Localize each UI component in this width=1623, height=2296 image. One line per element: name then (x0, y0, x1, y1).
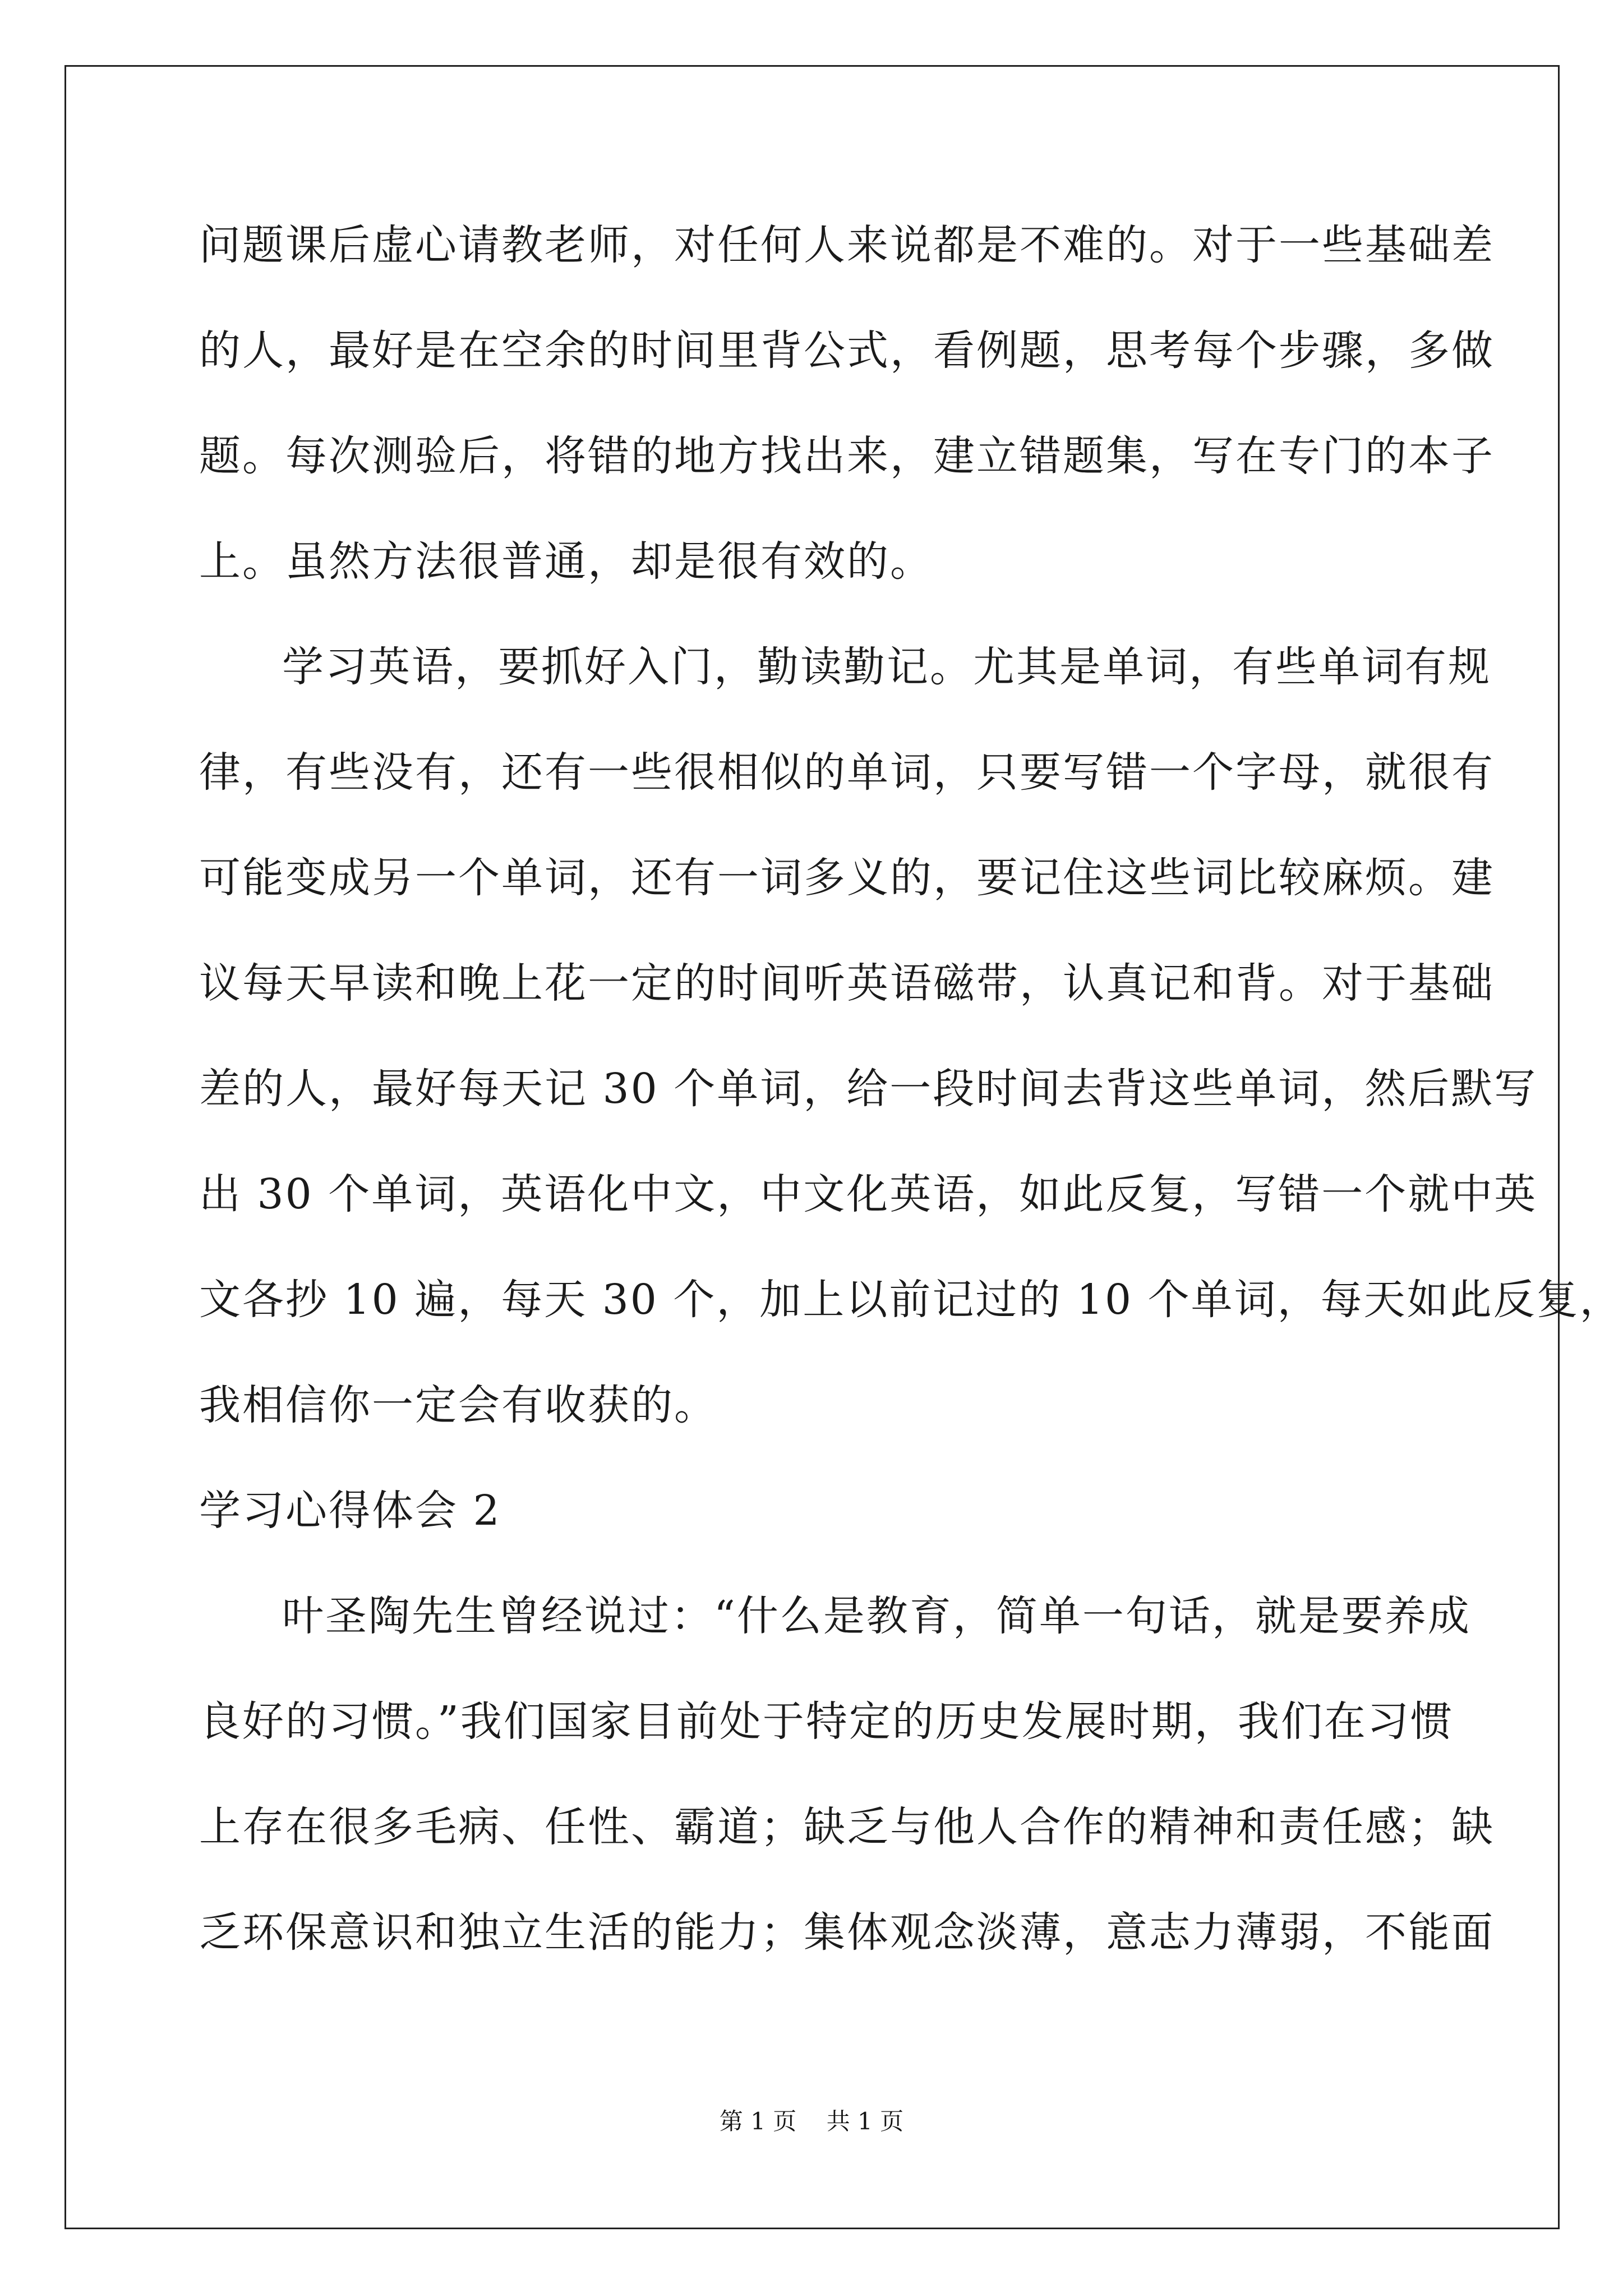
page-footer (0, 2105, 1623, 2138)
text-line: 差的人，最好每天记 30 个单词，给一段时间去背这些单词，然后默写 (199, 1065, 1538, 1113)
page-number: 第 1 页 共 1 页 (719, 2108, 904, 2135)
text-line: 出 30 个单词，英语化中文，中文化英语，如此反复，写错一个就中英 (199, 1170, 1538, 1218)
text-line: 问题课后虚心请教老师，对任何人来说都是不难的。对于一些基础差 (199, 221, 1495, 269)
paragraph-first-line: 学习英语，要抓好入门，勤读勤记。尤其是单词，有些单词有规 (282, 643, 1491, 691)
text-line: 良好的习惯。”我们国家目前处于特定的历史发展时期，我们在习惯 (199, 1697, 1454, 1746)
paragraph-first-line: 叶圣陶先生曾经说过：“什么是教育，简单一句话，就是要养成 (282, 1592, 1471, 1640)
text-line: 议每天早读和晚上花一定的时间听英语磁带，认真记和背。对于基础 (199, 959, 1495, 1007)
text-line: 题。每次测验后，将错的地方找出来，建立错题集，写在专门的本子 (199, 432, 1495, 480)
text-line: 文各抄 10 遍，每天 30 个，加上以前记过的 10 个单词，每天如此反复， (199, 1276, 1623, 1324)
text-line: 律，有些没有，还有一些很相似的单词，只要写错一个字母，就很有 (199, 748, 1495, 797)
section-heading: 学习心得体会 2 (199, 1487, 501, 1535)
text-line: 上。虽然方法很普通，却是很有效的。 (199, 537, 933, 586)
text-line: 我相信你一定会有收获的。 (199, 1381, 717, 1429)
text-line: 的人，最好是在空余的时间里背公式，看例题，思考每个步骤，多做 (199, 326, 1495, 375)
text-line: 上存在很多毛病、任性、霸道；缺乏与他人合作的精神和责任感；缺 (199, 1803, 1495, 1851)
text-line: 乏环保意识和独立生活的能力；集体观念淡薄，意志力薄弱，不能面 (199, 1908, 1495, 1957)
text-line: 可能变成另一个单词，还有一词多义的，要记住这些词比较麻烦。建 (199, 854, 1495, 902)
